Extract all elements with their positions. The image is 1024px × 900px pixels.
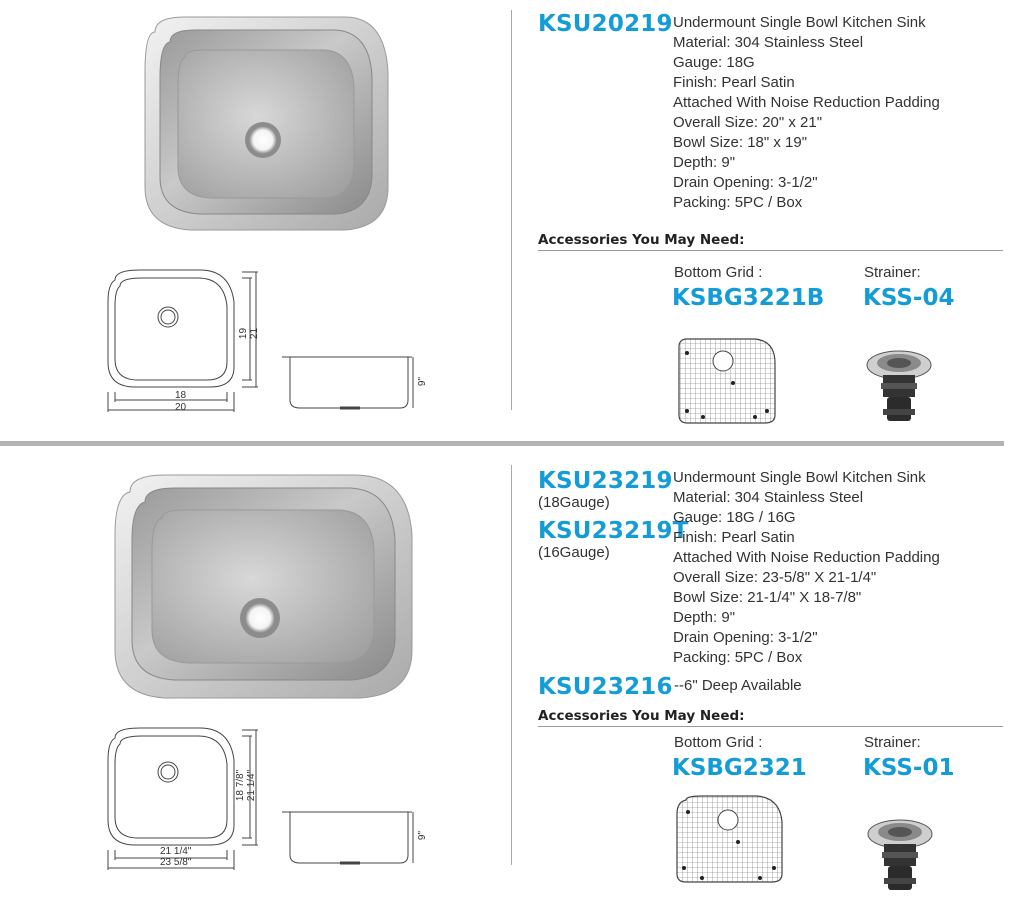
dim-depth: 9" [417,830,429,841]
product-sku-18g: KSU23219 [538,468,673,494]
sink-photo [100,470,425,702]
dim-depth: 9" [417,376,429,387]
product-sku: KSU20219 [538,11,673,37]
accessories-title: Accessories You May Need: [538,232,745,248]
bottom-grid-image [672,792,787,887]
spec-line: Material: 304 Stainless Steel [673,489,864,506]
spec-line: Drain Opening: 3-1/2" [673,629,818,646]
accessories-rule [538,250,1003,251]
accessories-rule [538,726,1003,727]
strainer-image [863,345,935,427]
spec-line: Attached With Noise Reduction Padding [673,94,940,111]
strainer-label: Strainer: [864,734,921,751]
strainer-sku: KSS-01 [863,755,955,781]
spec-line: Undermount Single Bowl Kitchen Sink [673,469,926,486]
spec-line: Finish: Pearl Satin [673,74,795,91]
grid-label: Bottom Grid : [674,264,763,281]
dim-outer-height: 21 1/4" [246,769,258,802]
grid-sku: KSBG2321 [672,755,807,781]
spec-line: Material: 304 Stainless Steel [673,34,864,51]
dim-outer-width: 23 5/8" [160,857,192,868]
grid-sku: KSBG3221B [672,285,825,311]
gauge-note-18g: (18Gauge) [538,494,610,511]
dim-inner-height: 18 7/8" [235,769,247,802]
spec-line: Bowl Size: 21-1/4" X 18-7/8" [673,589,862,606]
spec-line: Attached With Noise Reduction Padding [673,549,940,566]
spec-line: Packing: 5PC / Box [673,194,803,211]
spec-line: Gauge: 18G / 16G [673,509,796,526]
dim-inner-width: 21 1/4" [160,846,192,857]
strainer-image [864,814,936,896]
spec-line: Drain Opening: 3-1/2" [673,174,818,191]
product-section-2 [0,450,1024,900]
side-view-drawing [280,352,420,414]
deep-availability-note: --6" Deep Available [674,677,802,694]
product-sku-16g: KSU23219T [538,518,689,544]
section-divider [0,441,1004,446]
vertical-divider [511,10,512,410]
product-section-1 [0,0,1024,440]
spec-line: Packing: 5PC / Box [673,649,803,666]
spec-line: Depth: 9" [673,154,736,171]
spec-line: Overall Size: 23-5/8" X 21-1/4" [673,569,877,586]
spec-line: Bowl Size: 18" x 19" [673,134,808,151]
bottom-grid-image [675,333,780,428]
accessories-title: Accessories You May Need: [538,708,745,724]
spec-list [673,13,940,213]
sink-photo [130,12,400,234]
dim-outer-width: 20 [175,402,187,413]
dim-inner-width: 18 [175,390,187,401]
spec-line: Undermount Single Bowl Kitchen Sink [673,14,926,31]
side-view-drawing [280,807,420,869]
spec-line: Depth: 9" [673,609,736,626]
spec-line: Gauge: 18G [673,54,755,71]
spec-line: Finish: Pearl Satin [673,529,795,546]
dim-outer-height: 21 [249,327,261,340]
spec-line: Overall Size: 20" x 21" [673,114,823,131]
grid-label: Bottom Grid : [674,734,763,751]
product-sku-6in-deep: KSU23216 [538,674,673,700]
dim-inner-height: 19 [238,327,250,340]
strainer-label: Strainer: [864,264,921,281]
vertical-divider [511,465,512,865]
gauge-note-16g: (16Gauge) [538,544,610,561]
strainer-sku: KSS-04 [863,285,955,311]
spec-list [673,468,940,668]
